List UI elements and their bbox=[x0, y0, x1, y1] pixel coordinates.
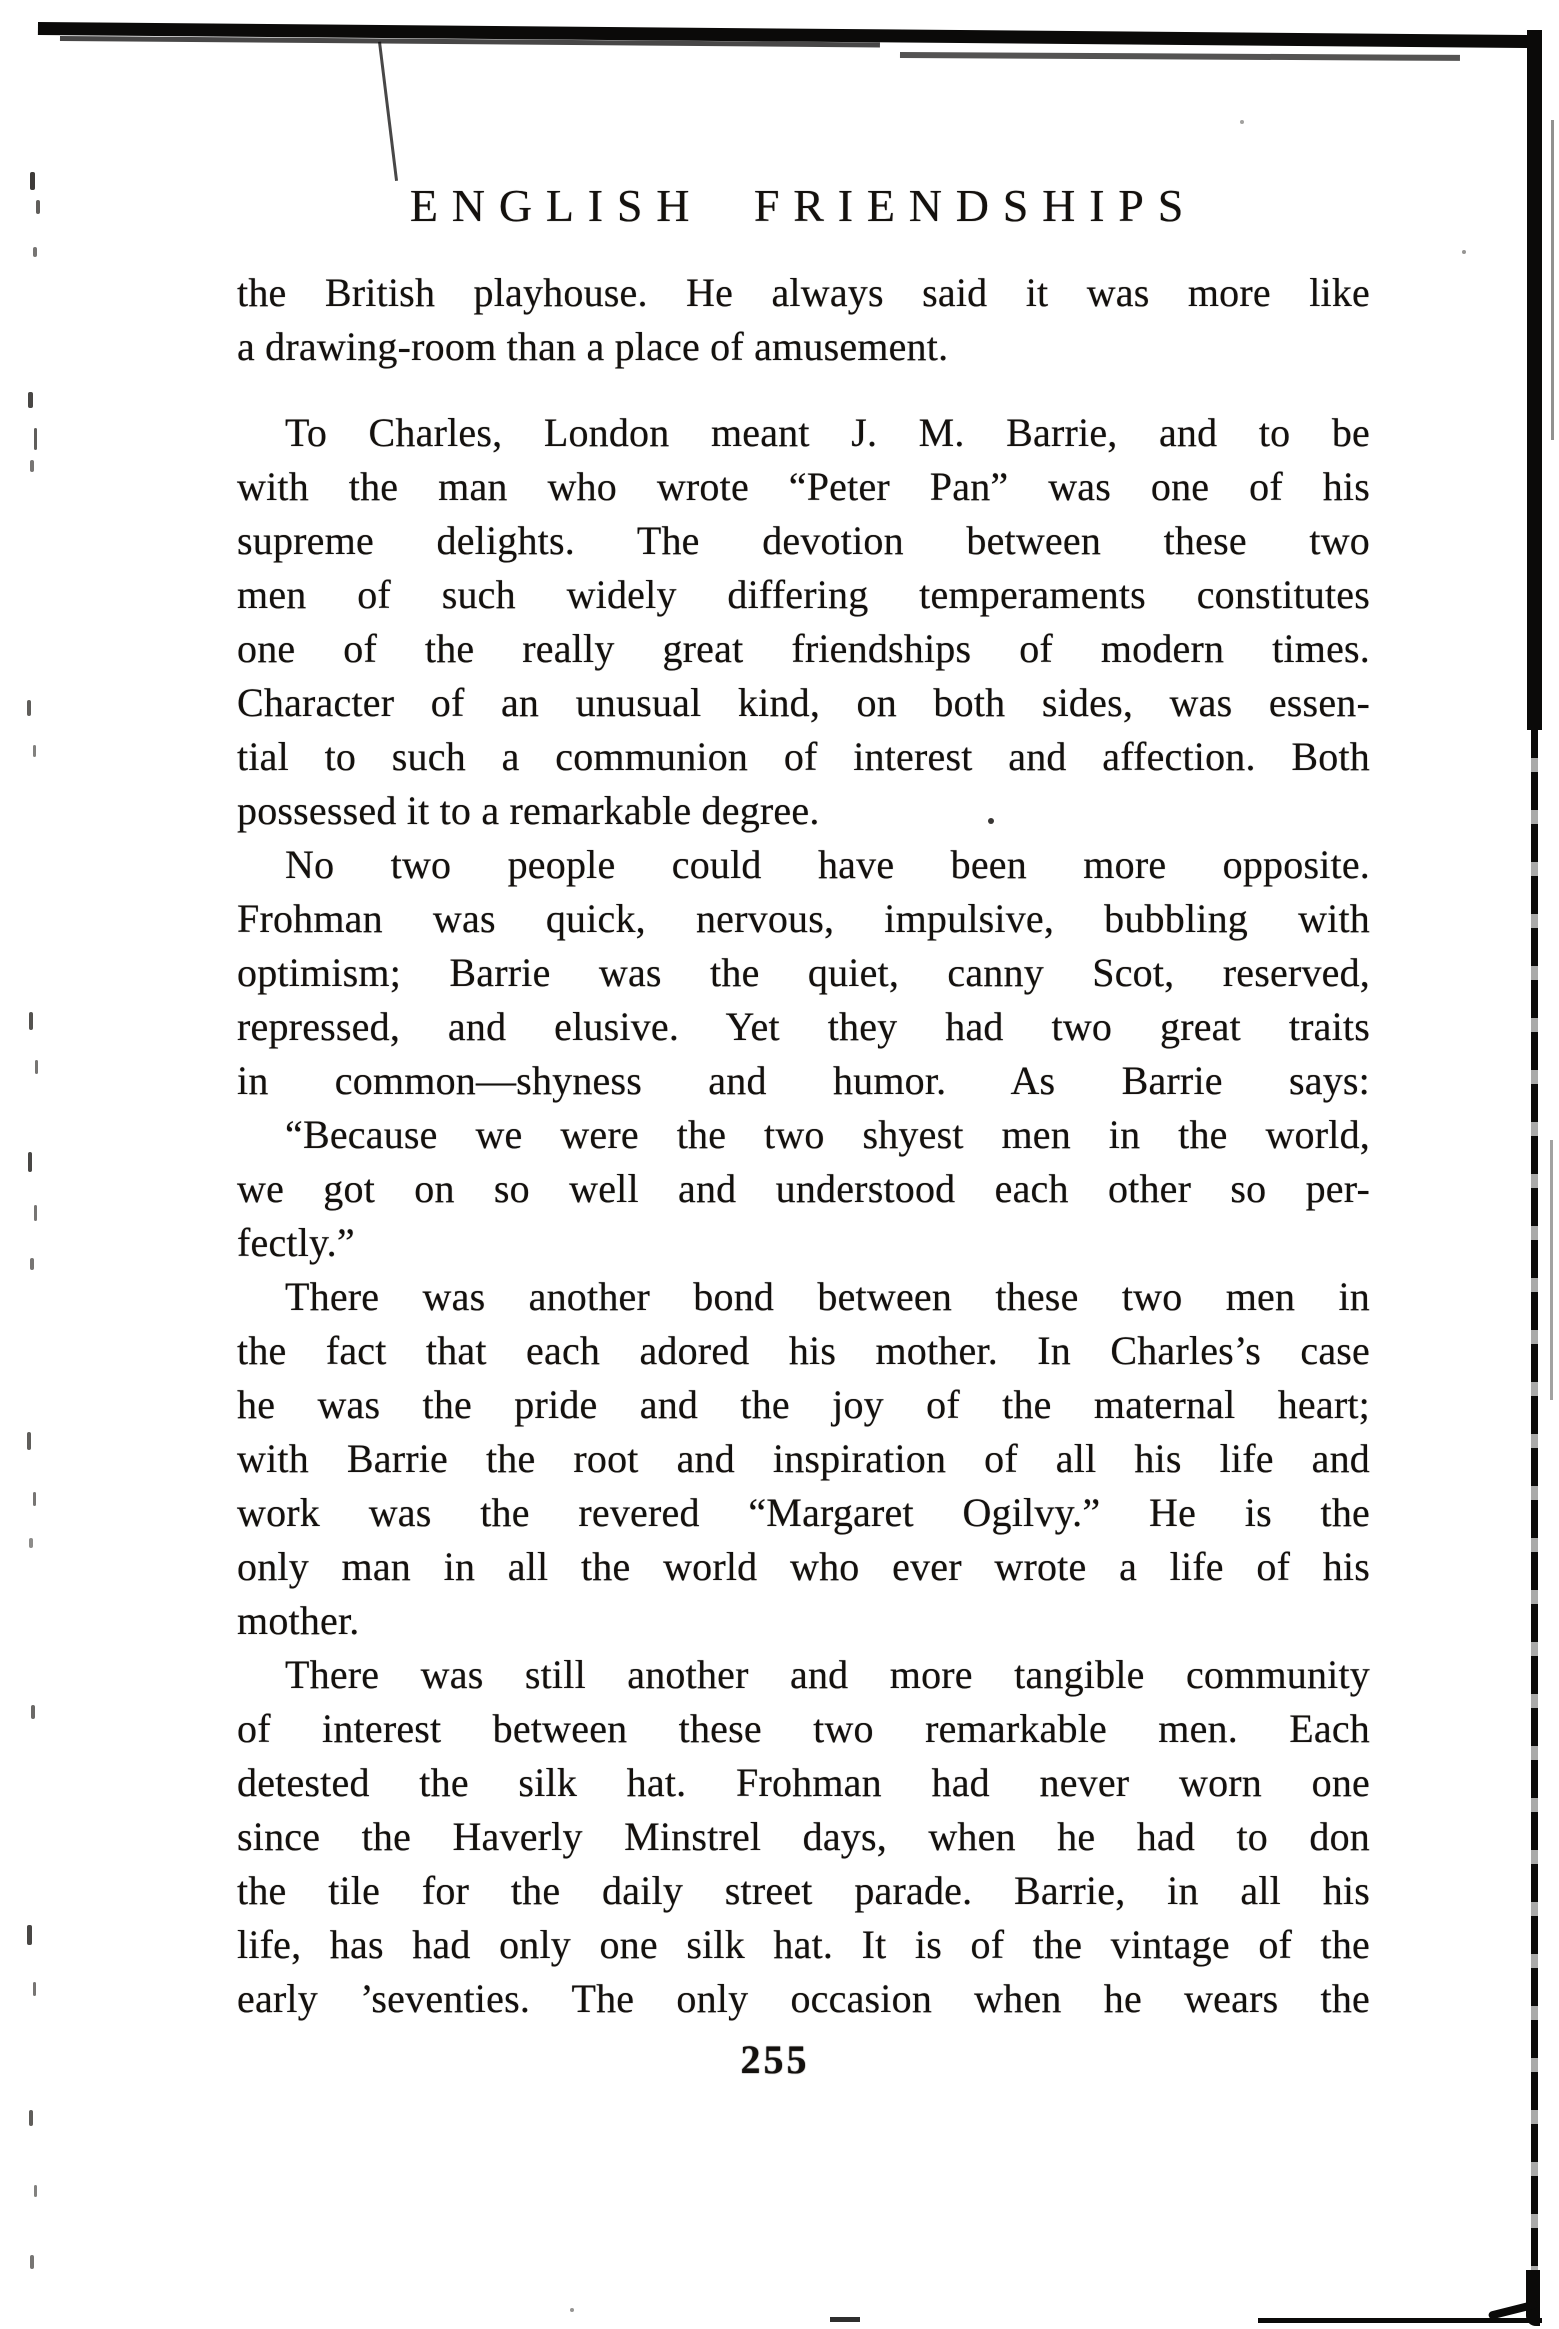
ink-speck bbox=[30, 1258, 34, 1270]
text-line: with Barrie the root and inspiration of all his life and bbox=[237, 1436, 1370, 1481]
text-line: mother. bbox=[237, 1598, 360, 1643]
ink-speck bbox=[27, 1925, 32, 1945]
ink-speck bbox=[35, 1060, 38, 1074]
text-line: optimism; Barrie was the quiet, canny Scot, reserved, bbox=[237, 950, 1370, 995]
page-top-edge-shadow bbox=[900, 52, 1460, 61]
ink-speck bbox=[570, 2308, 574, 2312]
page-edge-line bbox=[1551, 120, 1554, 440]
text-line: of interest between these two remarkable men. Each bbox=[237, 1706, 1370, 1751]
paragraph bbox=[237, 1270, 1370, 1648]
text-line: since the Haverly Minstrel days, when he had to don bbox=[237, 1814, 1370, 1859]
ink-speck bbox=[28, 392, 33, 408]
book-gutter-shadow bbox=[1531, 720, 1538, 2290]
text-line: with the man who wrote “Peter Pan” was one of his bbox=[237, 464, 1370, 509]
ink-speck bbox=[1240, 120, 1244, 124]
ink-speck bbox=[30, 2255, 34, 2269]
ink-speck bbox=[30, 172, 35, 190]
text-line: a drawing-room than a place of amusement. bbox=[237, 324, 949, 369]
ink-speck bbox=[28, 1152, 32, 1172]
text-line: the tile for the daily street parade. Barrie, in all his bbox=[237, 1868, 1370, 1913]
ink-speck bbox=[27, 700, 31, 716]
paragraph bbox=[237, 406, 1370, 838]
scan-hairline-mark bbox=[378, 42, 398, 181]
ink-speck bbox=[30, 460, 34, 472]
text-line: possessed it to a remarkable degree. bbox=[237, 788, 820, 833]
running-header: ENGLISH FRIENDSHIPS bbox=[409, 180, 1198, 231]
text-line: work was the revered “Margaret Ogilvy.” He is the bbox=[237, 1490, 1370, 1535]
ink-speck bbox=[34, 2185, 37, 2197]
text-line: There was still another and more tangible community bbox=[285, 1652, 1370, 1697]
paragraph bbox=[237, 838, 1370, 1108]
text-line: “Because we were the two shyest men in the world, bbox=[285, 1112, 1370, 1157]
page-text bbox=[237, 266, 1370, 2026]
ink-speck bbox=[33, 745, 36, 757]
text-line: To Charles, London meant J. M. Barrie, and to be bbox=[285, 410, 1370, 455]
ink-speck bbox=[34, 428, 37, 450]
ink-speck bbox=[31, 1705, 35, 1719]
text-line: the British playhouse. He always said it was more like bbox=[237, 270, 1370, 315]
text-line: fectly.” bbox=[237, 1220, 355, 1265]
paragraph bbox=[237, 1108, 1370, 1270]
text-line: detested the silk hat. Frohman had never worn one bbox=[237, 1760, 1370, 1805]
text-line: There was another bond between these two men in bbox=[285, 1274, 1370, 1319]
text-line: the fact that each adored his mother. In Charles’s case bbox=[237, 1328, 1370, 1373]
page-bottom-edge-shadow bbox=[1258, 2318, 1542, 2323]
ink-speck bbox=[29, 1012, 33, 1030]
paragraph bbox=[237, 1648, 1370, 2026]
text-line: Frohman was quick, nervous, impulsive, bubbling with bbox=[237, 896, 1370, 941]
text-line: only man in all the world who ever wrote a life of his bbox=[237, 1544, 1370, 1589]
text-line: repressed, and elusive. Yet they had two great traits bbox=[237, 1004, 1370, 1049]
ink-speck bbox=[33, 247, 37, 257]
page-edge-line bbox=[1550, 1140, 1553, 1400]
text-line: we got on so well and understood each other so per- bbox=[237, 1166, 1370, 1211]
book-gutter-shadow bbox=[1527, 30, 1542, 730]
text-line: early ’seventies. The only occasion when he wears the bbox=[237, 1976, 1370, 2021]
ink-speck bbox=[33, 1492, 36, 1506]
text-line: he was the pride and the joy of the maternal heart; bbox=[237, 1382, 1370, 1427]
ink-speck bbox=[29, 2110, 33, 2126]
ink-speck bbox=[33, 1982, 36, 1996]
text-line: No two people could have been more opposite. bbox=[285, 842, 1370, 887]
text-line: supreme delights. The devotion between these two bbox=[237, 518, 1370, 563]
ink-speck bbox=[36, 200, 40, 214]
text-line: life, has had only one silk hat. It is of the vintage of the bbox=[237, 1922, 1370, 1967]
ink-speck bbox=[34, 1205, 37, 1221]
scan-mark bbox=[830, 2317, 860, 2322]
ink-speck bbox=[27, 1432, 31, 1450]
text-line: men of such widely differing temperaments constitutes bbox=[237, 572, 1370, 617]
paragraph bbox=[237, 266, 1370, 374]
ink-speck bbox=[29, 1538, 33, 1548]
text-line: tial to such a communion of interest and affection. Both bbox=[237, 734, 1370, 779]
text-line: in common—shyness and humor. As Barrie says: bbox=[237, 1058, 1370, 1103]
page-number: 255 bbox=[740, 2037, 810, 2082]
text-line: Character of an unusual kind, on both sides, was essen- bbox=[237, 680, 1370, 725]
text-line: one of the really great friendships of modern times. bbox=[237, 626, 1370, 671]
ink-speck bbox=[1462, 250, 1466, 254]
